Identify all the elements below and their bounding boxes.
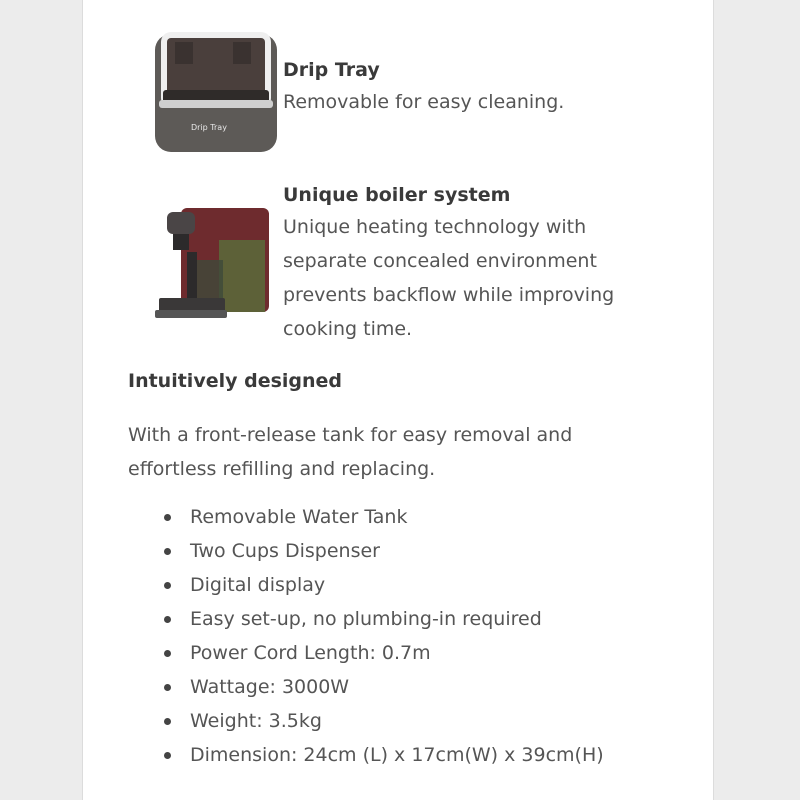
- spec-item: [128, 568, 604, 602]
- section-intro: [128, 418, 668, 486]
- feature-description-line: separate concealed environment: [283, 250, 597, 272]
- spec-list: [128, 500, 604, 772]
- intro-line: effortless refilling and replacing.: [128, 458, 436, 480]
- spec-item: [128, 670, 604, 704]
- coffee-machine-image: [153, 200, 273, 330]
- bullet-icon: [164, 684, 171, 691]
- spec-text: Removable Water Tank: [190, 506, 408, 528]
- bullet-icon: [164, 548, 171, 555]
- feature-title: Unique boiler system: [283, 184, 511, 206]
- spec-item: [128, 602, 604, 636]
- feature-description-line: cooking time.: [283, 318, 413, 340]
- bullet-icon: [164, 582, 171, 589]
- spec-item: [128, 704, 604, 738]
- spec-text: Weight: 3.5kg: [190, 710, 322, 732]
- spec-text: Easy set-up, no plumbing-in required: [190, 608, 542, 630]
- feature-boiler-system: [283, 180, 614, 346]
- spec-text: Power Cord Length: 0.7m: [190, 642, 431, 664]
- spec-text: Digital display: [190, 574, 326, 596]
- drip-tray-image: [153, 28, 283, 156]
- spec-text: Two Cups Dispenser: [190, 540, 380, 562]
- feature-title: Drip Tray: [283, 59, 380, 81]
- spec-item: [128, 534, 604, 568]
- product-description-page: [82, 0, 714, 800]
- bullet-icon: [164, 514, 171, 521]
- spec-text: Wattage: 3000W: [190, 676, 350, 698]
- spec-text: Dimension: 24cm (L) x 17cm(W) x 39cm(H): [190, 744, 604, 766]
- spec-item: [128, 500, 604, 534]
- section-title: Intuitively designed: [128, 370, 343, 392]
- feature-drip-tray: [283, 55, 564, 119]
- feature-description-line: Unique heating technology with: [283, 216, 587, 238]
- bullet-icon: [164, 650, 171, 657]
- bullet-icon: [164, 718, 171, 725]
- spec-item: [128, 636, 604, 670]
- feature-description: Removable for easy cleaning.: [283, 91, 565, 113]
- spec-item: [128, 738, 604, 772]
- drip-tray-image-label: Drip Tray: [191, 123, 227, 132]
- bullet-icon: [164, 616, 171, 623]
- bullet-icon: [164, 752, 171, 759]
- intro-line: With a front-release tank for easy removal and: [128, 424, 573, 446]
- feature-description-line: prevents backflow while improving: [283, 284, 615, 306]
